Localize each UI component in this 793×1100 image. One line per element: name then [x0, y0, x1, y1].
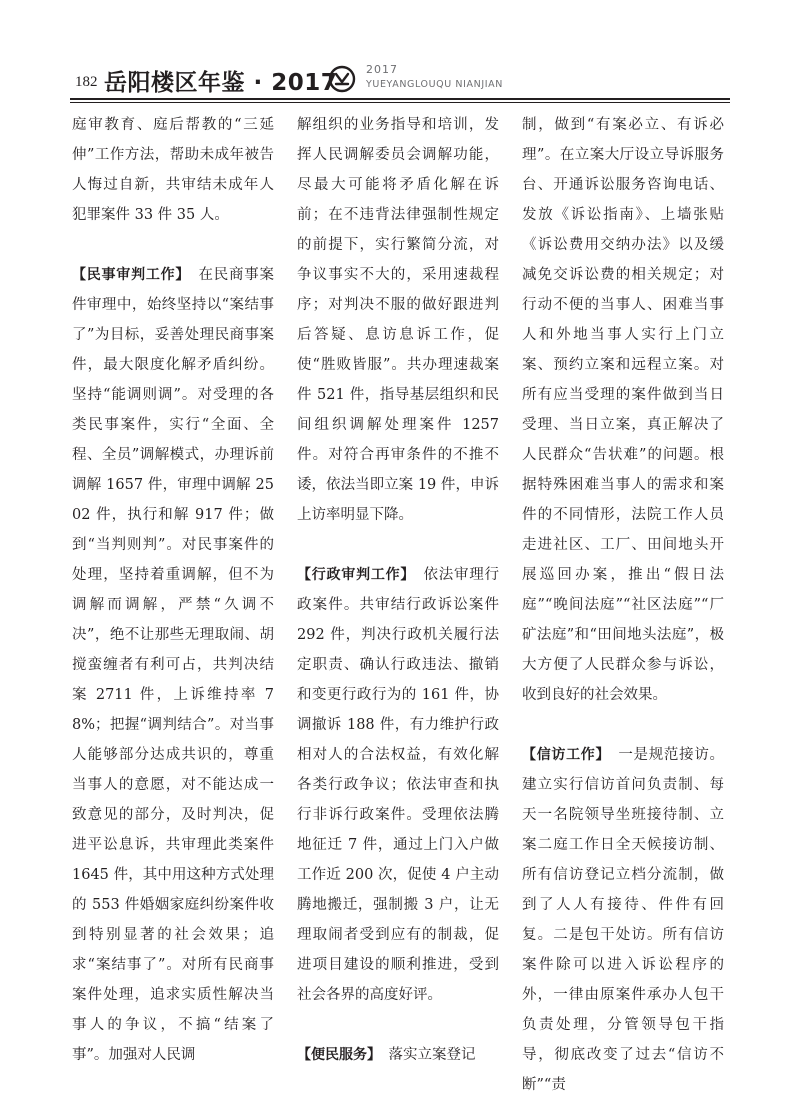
paragraph — [297, 560, 499, 1010]
section-title: 【民事审判工作】 — [72, 267, 184, 283]
header-rule-thin — [70, 102, 730, 103]
paragraph-text: 依法审理行政案件。共审结行政诉讼案件 292 件，判决行政机关履行法定职责、确认行政违法、撤销和变更行政行为的 161 件，协调撤诉 188 件，有力维护行政相对人的合法权益，有效化解各类行政争议；依法审查和执行非诉行政案件。受理依法腾地征迁 7 件，通过上门入户做工作近 200 次，促使 4 户主动腾地搬迁，强制搬 3 户，让无理取闹者受到应有的制裁，促进项目建设的顺利推进，受到社会各界的高度好评。 — [297, 567, 500, 1003]
section-title: 【信访工作】 — [522, 747, 604, 763]
text-column-1 — [72, 110, 274, 1070]
paragraph-text: 庭审教育、庭后帮教的“三延伸”工作方法，帮助未成年被告人悔过自新，共审结未成年人犯罪案件 33 件 35 人。 — [72, 117, 274, 223]
text-column-3 — [522, 110, 724, 1100]
down-arrow-circle-icon — [328, 65, 356, 93]
paragraph — [522, 740, 724, 1100]
paragraph-text: 落实立案登记 — [388, 1047, 476, 1063]
paragraph — [297, 110, 499, 530]
paragraph-text: 在民商事案件审理中，始终坚持以“案结事了”为目标，妥善处理民商事案件，最大限度化解矛盾纠纷。坚持“能调则调”。对受理的各类民事案件，实行“全面、全程、全员”调解模式，办理诉前调解 1657 件，审理中调解 2502 件，执行和解 917 件；做到“当判则判”。对民事案件的处理，坚持着重调解，但不为调解而调解，严禁“久调不决”，绝不让那些无理取闹、胡搅蛮缠者有利可占，共判决结案 2711 件，上诉维持率 78%；把握“调判结合”。对当事人能够部分达成共识的，尊重当事人的意愿，对不能达成一致意见的部分，及时判决，促进平讼息诉，共审理此类案件 1645 件，其中用这种方式处理的 553 件婚姻家庭纠纷案件收到特别显著的社会效果；追求“案结事了”。对所有民商事案件处理，追求实质性解决当事人的争议，不搞“结案了事”。加强对人民调 — [72, 267, 275, 1063]
section-title: 【便民服务】 — [297, 1047, 374, 1063]
header-rule — [70, 98, 730, 100]
section-title: 【行政审判工作】 — [297, 567, 409, 583]
text-column-2 — [297, 110, 499, 1070]
paragraph — [522, 110, 724, 710]
header-year: 2017 — [366, 63, 398, 76]
page-number: 182 — [75, 74, 98, 90]
paragraph — [72, 110, 274, 230]
header-pinyin: YUEYANGLOUQU NIANJIAN — [366, 79, 503, 90]
paragraph-text: 一是规范接访。建立实行信访首问负责制、每天一名院领导坐班接待制、立案二庭工作日全天候接访制、所有信访登记立档分流制，做到了人人有接待、件件有回复。二是包干处访。所有信访案件除可以进入诉讼程序的外，一律由原案件承办人包干负责处理，分管领导包干指导，彻底改变了过去“信访不断”“责 — [522, 747, 725, 1093]
paragraph — [72, 260, 274, 1070]
paragraph-text: 制，做到“有案必立、有诉必理”。在立案大厅设立导诉服务台、开通诉讼服务咨询电话、发放《诉讼指南》、上墙张贴《诉讼费用交纳办法》以及缓减免交诉讼费的相关规定；对行动不便的当事人、困难当事人和外地当事人实行上门立案、预约立案和远程立案。对所有应当受理的案件做到当日受理、当日立案，真正解决了人民群众“告状难”的问题。根据特殊困难当事人的需求和案件的不同情形，法院工作人员走进社区、工厂、田间地头开展巡回办案，推出“假日法庭”“晚间法庭”“社区法庭”“厂矿法庭”和“田间地头法庭”，极大方便了人民群众参与诉讼，收到良好的社会效果。 — [522, 117, 724, 703]
book-title: 岳阳楼区年鉴 · 2017 — [104, 70, 338, 96]
paragraph — [297, 1040, 499, 1070]
paragraph-text: 解组织的业务指导和培训，发挥人民调解委员会调解功能，尽最大可能将矛盾化解在诉前；在不违背法律强制性规定的前提下，实行繁简分流，对争议事实不大的，采用速裁程序；对判决不服的做好跟进判后答疑、息访息诉工作，促使“胜败皆服”。共办理速裁案件 521 件，指导基层组织和民间组织调解处理案件 1257 件。对符合再审条件的不推不诿，依法当即立案 19 件，申诉上访率明显下降。 — [297, 117, 499, 523]
